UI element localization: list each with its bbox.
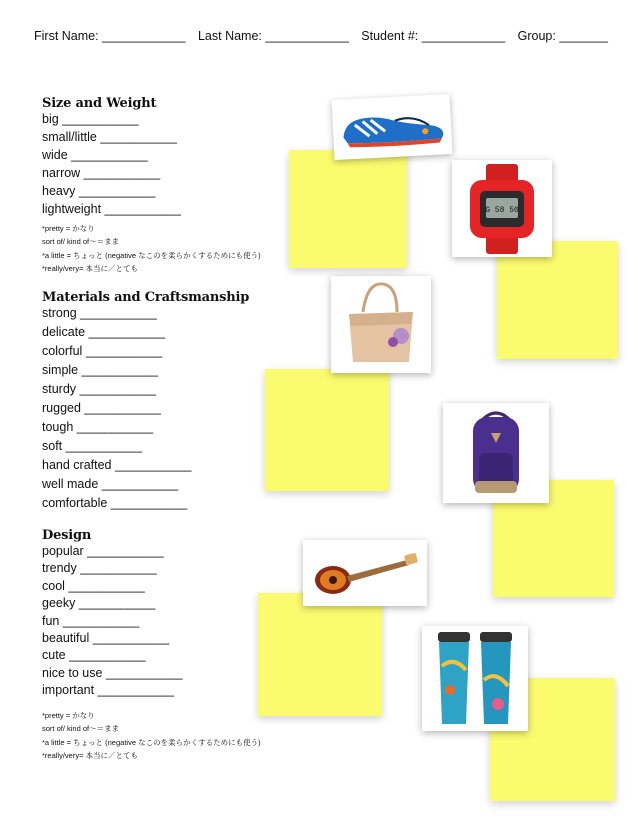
list-item[interactable]: soft ___________ xyxy=(42,439,143,453)
section-title-materials: Materials and Craftsmanship xyxy=(42,290,250,305)
list-item[interactable]: popular ___________ xyxy=(42,544,164,558)
note-line: *really/very= 本当に／とても xyxy=(42,751,139,761)
last-name-field[interactable]: Last Name: ____________ xyxy=(197,29,349,43)
design-list xyxy=(42,544,182,701)
notes-block-2 xyxy=(42,709,261,763)
tumblers-image xyxy=(422,626,528,731)
watch-image xyxy=(452,160,552,257)
list-item[interactable]: small/little ___________ xyxy=(42,130,177,144)
list-item[interactable]: trendy ___________ xyxy=(42,561,157,576)
student-number-field[interactable]: Student #: ____________ xyxy=(361,29,506,43)
list-item[interactable]: comfortable ___________ xyxy=(42,496,188,510)
group-field[interactable]: Group: _______ xyxy=(517,29,608,43)
section-title-size-weight: Size and Weight xyxy=(42,96,157,111)
list-item[interactable]: big ___________ xyxy=(42,112,139,126)
list-item[interactable]: simple ___________ xyxy=(42,363,159,377)
header xyxy=(34,29,617,43)
list-item[interactable]: strong ___________ xyxy=(42,306,157,320)
list-item[interactable]: wide ___________ xyxy=(42,148,148,162)
note-line: *pretty = かなり xyxy=(42,711,95,720)
guitar-photo xyxy=(303,540,427,606)
sneaker-image xyxy=(332,94,453,160)
notes-block-1 xyxy=(42,222,261,276)
list-item[interactable]: colorful ___________ xyxy=(42,344,163,358)
list-item[interactable]: tough ___________ xyxy=(42,420,154,434)
note-line: *pretty = かなり xyxy=(42,224,95,233)
handbag-photo xyxy=(331,276,431,373)
watch-display-text: G 58 50 xyxy=(485,206,519,215)
list-item[interactable]: hand crafted ___________ xyxy=(42,458,192,472)
list-item[interactable]: beautiful ___________ xyxy=(42,630,170,645)
note-line: sort of/ kind of～＝まま xyxy=(42,724,120,734)
sticky-note-2 xyxy=(497,241,618,359)
first-name-field[interactable]: First Name: ____________ xyxy=(34,29,186,43)
list-item[interactable]: narrow ___________ xyxy=(42,166,161,180)
section-title-design: Design xyxy=(42,528,92,543)
list-item[interactable]: cool ___________ xyxy=(42,578,145,593)
note-line: sort of/ kind of～＝まま xyxy=(42,237,120,247)
list-item[interactable]: nice to use ___________ xyxy=(42,665,183,680)
tumblers-photo xyxy=(422,626,528,731)
list-item[interactable]: fun ___________ xyxy=(42,613,140,628)
materials-list xyxy=(42,306,191,515)
note-line: *a little = ちょっと (negative なこのを柔らかくするためにも使う) xyxy=(42,250,261,260)
list-item[interactable]: cute ___________ xyxy=(42,648,146,663)
sneaker-photo xyxy=(332,94,453,160)
list-item[interactable]: sturdy ___________ xyxy=(42,382,156,396)
list-item[interactable]: lightweight ___________ xyxy=(42,202,182,216)
list-item[interactable]: well made ___________ xyxy=(42,477,179,491)
sticky-note-1 xyxy=(289,150,407,268)
note-line: *really/very= 本当に／とても xyxy=(42,264,139,274)
list-item[interactable]: delicate ___________ xyxy=(42,325,166,339)
list-item[interactable]: important ___________ xyxy=(42,683,175,698)
backpack-image xyxy=(443,403,549,503)
sticky-note-5 xyxy=(258,593,382,716)
watch-photo xyxy=(452,160,552,257)
list-item[interactable]: rugged ___________ xyxy=(42,401,161,415)
list-item[interactable]: geeky ___________ xyxy=(42,596,156,611)
note-line: *a little = ちょっと (negative なこのを柔らかくするためにも使う) xyxy=(42,737,261,747)
size-weight-list xyxy=(42,112,181,220)
handbag-image xyxy=(331,276,431,373)
sticky-note-3 xyxy=(265,369,389,491)
guitar-image xyxy=(303,540,427,606)
list-item[interactable]: heavy ___________ xyxy=(42,184,156,198)
backpack-photo xyxy=(443,403,549,503)
